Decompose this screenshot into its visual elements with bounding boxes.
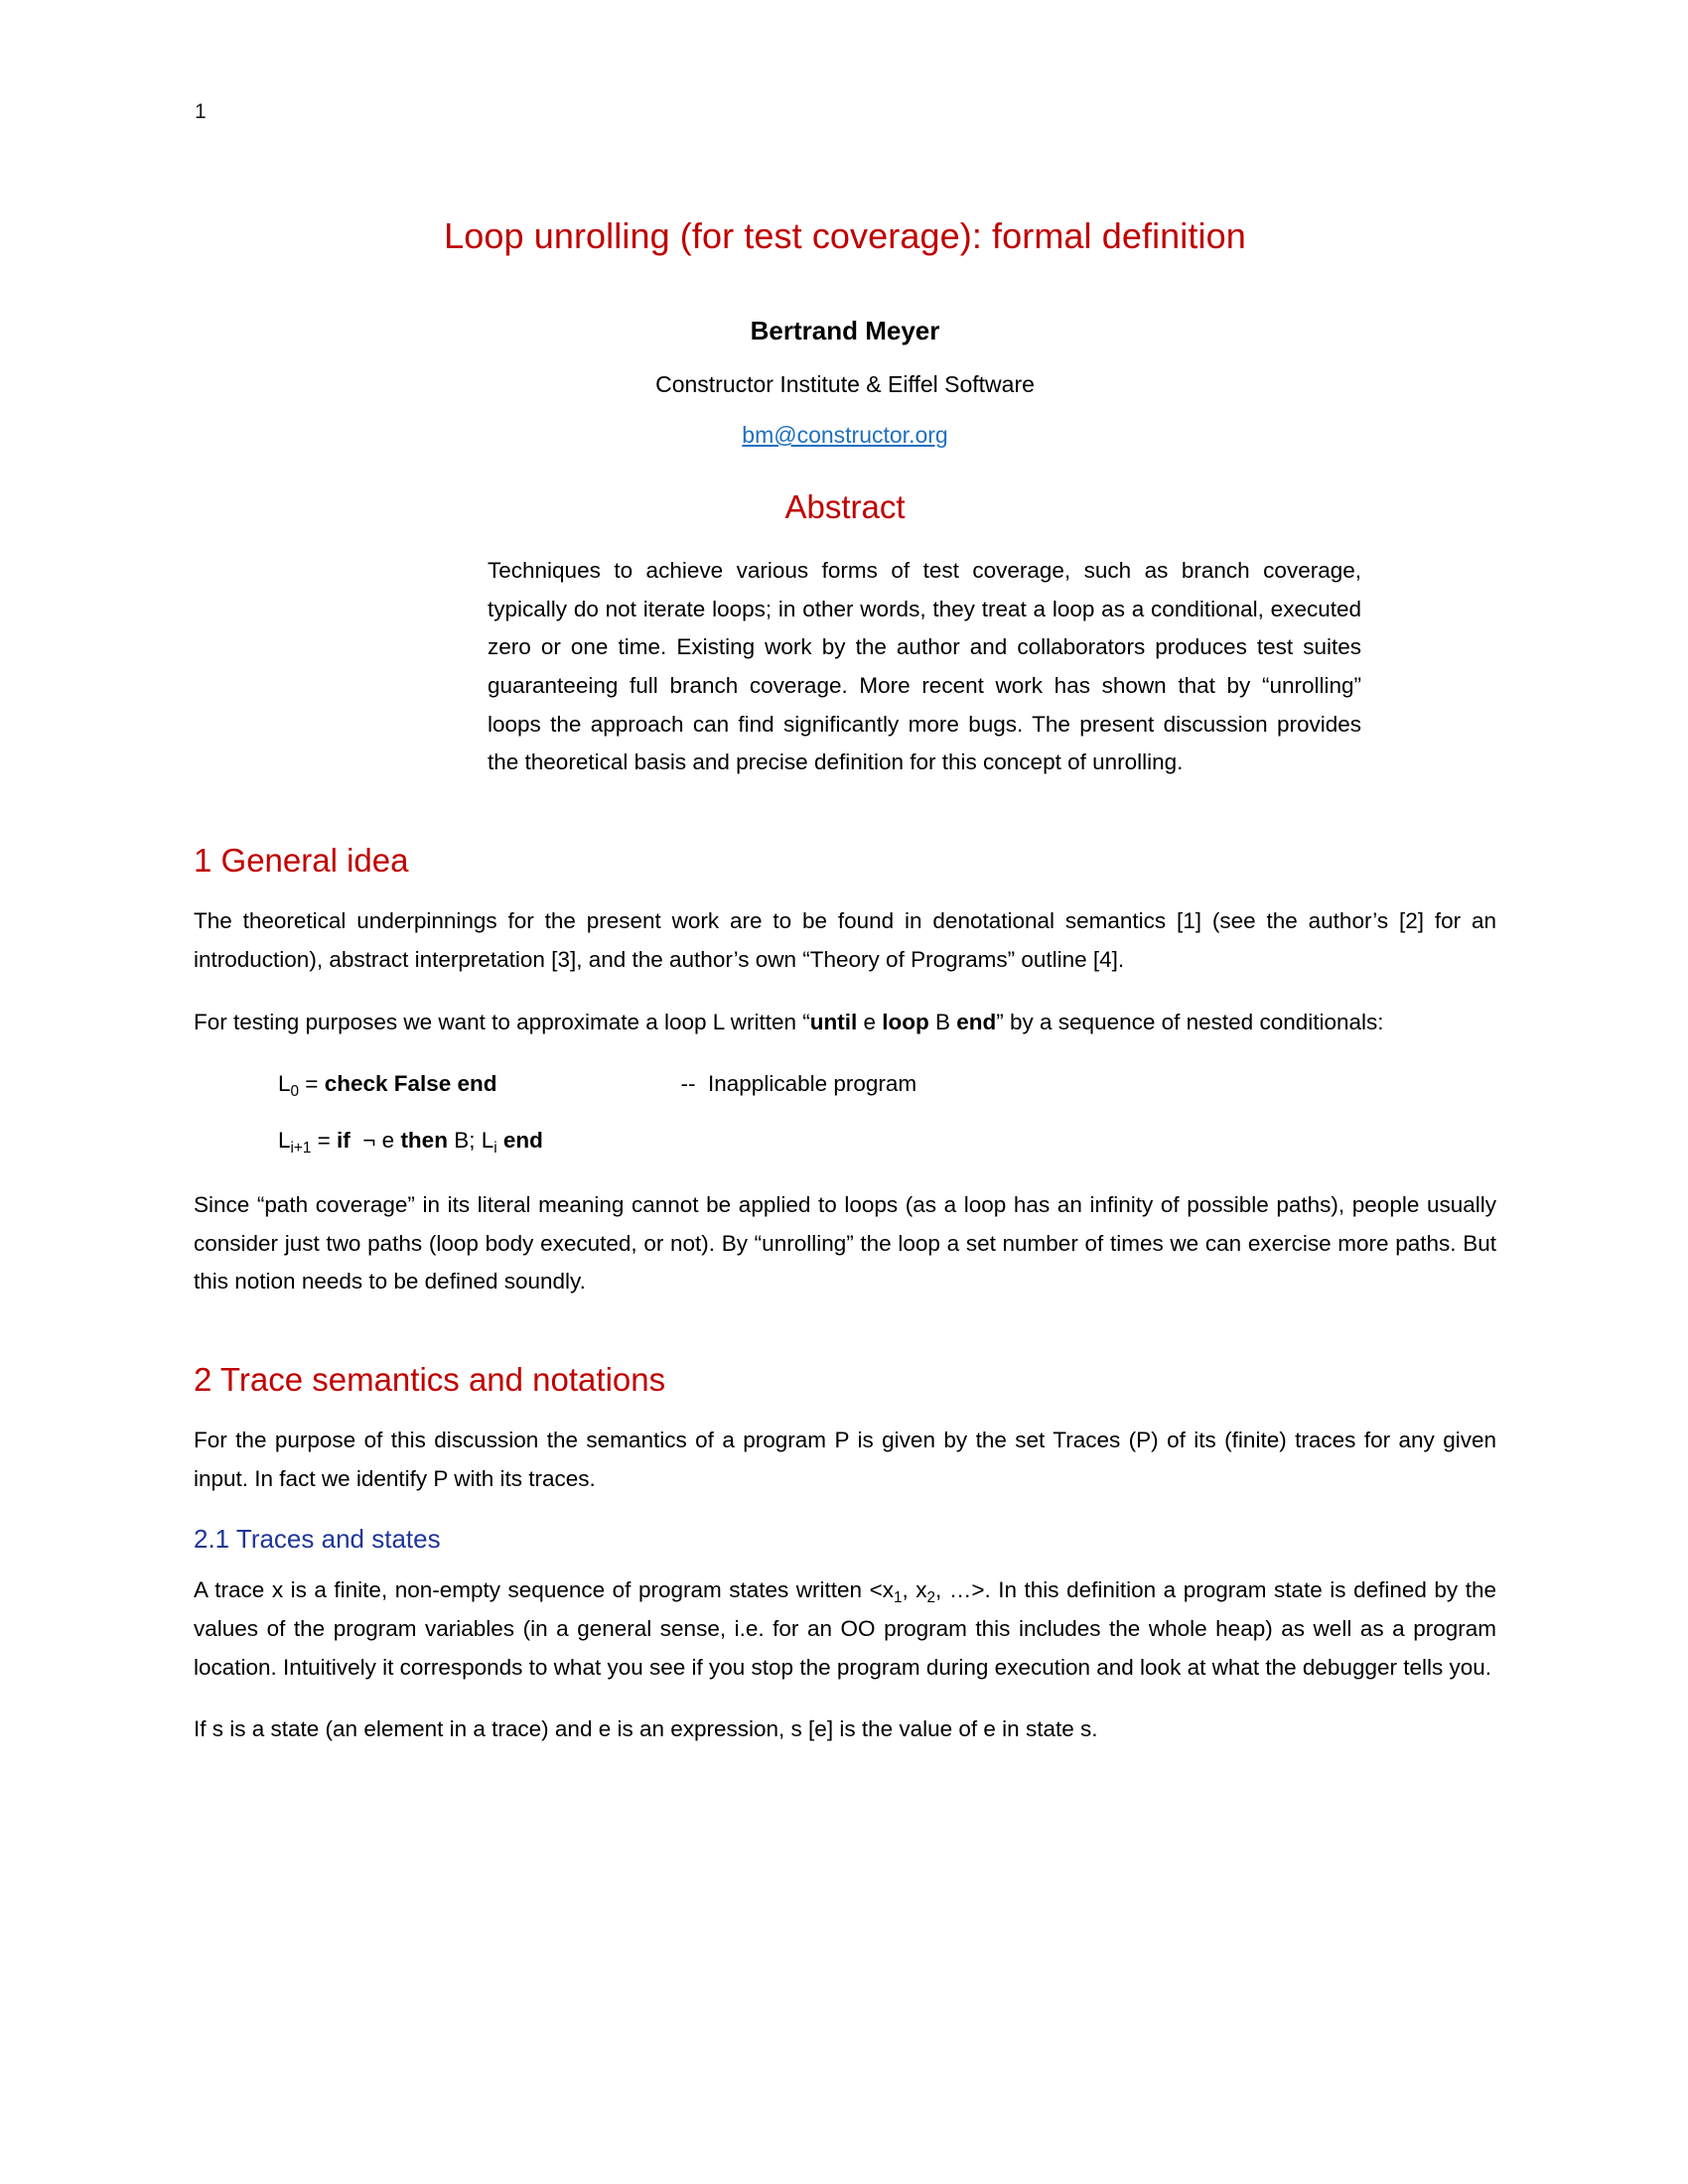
formula-2-keyword-if: if: [337, 1128, 351, 1154]
author-email-link[interactable]: bm@constructor.org: [742, 422, 948, 448]
trace-text-b: , x: [902, 1577, 927, 1603]
section-spacer: [194, 1325, 1496, 1359]
section-heading-2: 2 Trace semantics and notations: [194, 1360, 666, 1398]
page-number: 1: [195, 100, 207, 123]
author-name: Bertrand Meyer: [750, 316, 940, 345]
document-content: [194, 213, 1496, 1773]
trace-subscript-2: 2: [926, 1588, 936, 1606]
formula-2-keyword-then: then: [400, 1128, 448, 1154]
section-1-paragraph-2: [194, 1004, 1496, 1042]
formula-1-rhs: check False end: [324, 1071, 497, 1097]
formula-2-lhs: L: [278, 1128, 291, 1154]
formula-1-comment: -- Inapplicable program: [680, 1071, 917, 1097]
para2-mid-2: B: [928, 1009, 957, 1034]
formula-1-subscript: 0: [290, 1083, 300, 1101]
formula-2-equals: =: [311, 1128, 338, 1154]
author-email-line: [194, 422, 1496, 449]
para2-mid-1: e: [857, 1009, 883, 1034]
abstract-heading: Abstract: [784, 488, 906, 525]
section-1-paragraph-3: Since “path coverage” in its literal meaning cannot be applied to loops (as a loop has an infinity of possible paths), people usually consider just two paths (loop body executed, or not). By “unrolling” the loop a set number of times we can exercise more paths. But this notion needs to be defined soundly.: [194, 1191, 1496, 1295]
trace-subscript-1: 1: [893, 1588, 903, 1606]
formula-1-lhs: L: [278, 1071, 291, 1097]
page-title: Loop unrolling (for test coverage): formal definition: [444, 215, 1246, 256]
section-1-paragraph-1: The theoretical underpinnings for the present work are to be found in denotational semantics [1] (see the author’s [2] for an introduction), abstract interpretation [3], and the author’s own “Theory of Programs” outline [4].: [194, 908, 1496, 973]
keyword-loop: loop: [882, 1009, 929, 1034]
subsection-2-1-paragraph-1: [194, 1571, 1496, 1687]
formula-2-body-subscript: i: [493, 1139, 497, 1157]
keyword-end: end: [956, 1009, 997, 1034]
formula-line-2: [278, 1122, 1496, 1160]
formula-2-subscript: i+1: [290, 1139, 312, 1157]
trace-text-a: A trace x is a finite, non-empty sequence of program states written <x: [194, 1577, 894, 1603]
formula-block: [194, 1065, 1496, 1160]
formula-2-negation: ¬ e: [350, 1128, 401, 1154]
section-heading-1: 1 General idea: [194, 842, 409, 880]
formula-2-body: B; L: [447, 1128, 494, 1154]
abstract-body: Techniques to achieve various forms of test coverage, such as branch coverage, typically do not iterate loops; in other words, they treat a loop as a conditional, executed zero or one time. Existing work by the author and collaborators produces test suites guaranteeing full branch coverage. More recent work has shown that by “unrolling” loops the approach can find significantly more bugs. The present discussion provides the theoretical basis and precise definition for this concept of unrolling.: [488, 558, 1361, 775]
formula-1-equals: =: [299, 1071, 325, 1097]
trace-text-c: , …>. In this definition a program state is defined by the values of the program variables (in a general sense, i.e. for an OO program this includes the whole heap) as well as a program location. Intuitively it corresponds to what you see if you stop the program during execution and look at what the debugger tells you.: [194, 1577, 1496, 1680]
author-affiliation: Constructor Institute & Eiffel Software: [655, 371, 1035, 397]
subsection-heading-2-1: 2.1 Traces and states: [194, 1523, 441, 1554]
subsection-2-1-paragraph-2: If s is a state (an element in a trace) and e is an expression, s [e] is the value of e in state s.: [194, 1716, 1098, 1742]
para2-text-after: ” by a sequence of nested conditionals:: [996, 1009, 1384, 1034]
keyword-until: until: [809, 1009, 858, 1034]
formula-line-1: [278, 1065, 1496, 1104]
formula-2-keyword-end: end: [502, 1128, 543, 1154]
para2-text-before: For testing purposes we want to approximate a loop L written “: [194, 1009, 810, 1034]
section-2-paragraph-1: For the purpose of this discussion the semantics of a program P is given by the set Traces (P) of its (finite) traces for any given input. In fact we identify P with its traces.: [194, 1428, 1496, 1491]
